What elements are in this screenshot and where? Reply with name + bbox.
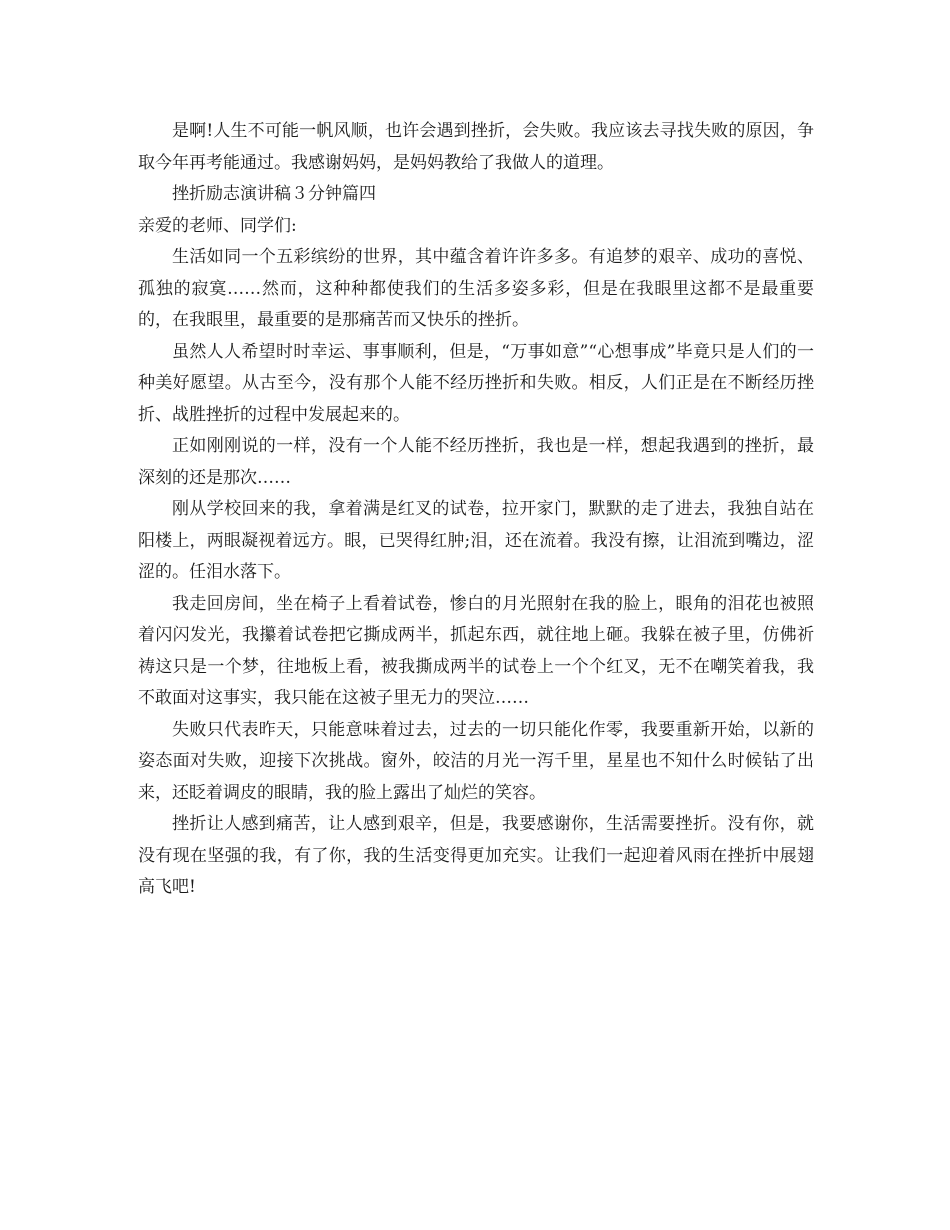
paragraph-7: 失败只代表昨天，只能意味着过去，过去的一切只能化作零，我要重新开始，以新的姿态面对失败，迎接下次挑战。窗外，皎洁的月光一泻千里，星星也不知什么时候钻了出来，还眨着调皮的眼睛，我的脸上露出了灿烂的笑容。 (138, 719, 814, 803)
paragraph-6: 我走回房间，坐在椅子上看着试卷，惨白的月光照射在我的脸上，眼角的泪花也被照着闪闪发光，我攥着试卷把它撕成两半，抓起东西，就往地上砸。我躲在被子里，仿佛祈祷这只是一个梦，往地板上看，被我撕成两半的试卷上一个个红叉，无不在嘲笑着我，我不敢面对这事实，我只能在这被子里无力的哭泣…… (138, 593, 814, 708)
paragraph-8: 挫折让人感到痛苦，让人感到艰辛，但是，我要感谢你，生活需要挫折。没有你，就没有现在坚强的我，有了你，我的生活变得更加充实。让我们一起迎着风雨在挫折中展翅高飞吧! (138, 814, 814, 897)
paragraph-3: 虽然人人希望时时幸运、事事顺利，但是，“万事如意”“心想事成”毕竟只是人们的一种美好愿望。从古至今，没有那个人能不经历挫折和失败。相反，人们正是在不断经历挫折、战胜挫折的过程中发展起来的。 (138, 341, 814, 425)
paragraph-5: 刚从学校回来的我，拿着满是红叉的试卷，拉开家门，默默的走了进去，我独自站在阳楼上，两眼凝视着远方。眼，已哭得红肿;泪，还在流着。我没有擦，让泪流到嘴边，涩涩的。任泪水落下。 (138, 499, 814, 582)
document-body (138, 116, 814, 904)
salutation: 亲爱的老师、同学们: (138, 215, 297, 236)
paragraph-4: 正如刚刚说的一样，没有一个人能不经历挫折，我也是一样，想起我遇到的挫折，最深刻的还是那次…… (138, 436, 814, 488)
paragraph-2: 生活如同一个五彩缤纷的世界，其中蕴含着许许多多。有追梦的艰辛、成功的喜悦、孤独的寂寞……然而，这种种都使我们的生活多姿多彩，但是在我眼里这都不是最重要的，在我眼里，最重要的是那痛苦而又快乐的挫折。 (138, 247, 814, 330)
paragraph-1: 是啊!人生不可能一帆风顺，也许会遇到挫折，会失败。我应该去寻找失败的原因，争取今年再考能通过。我感谢妈妈，是妈妈教给了我做人的道理。 (138, 121, 814, 173)
section-heading: 挫折励志演讲稿３分钟篇四 (172, 184, 376, 204)
